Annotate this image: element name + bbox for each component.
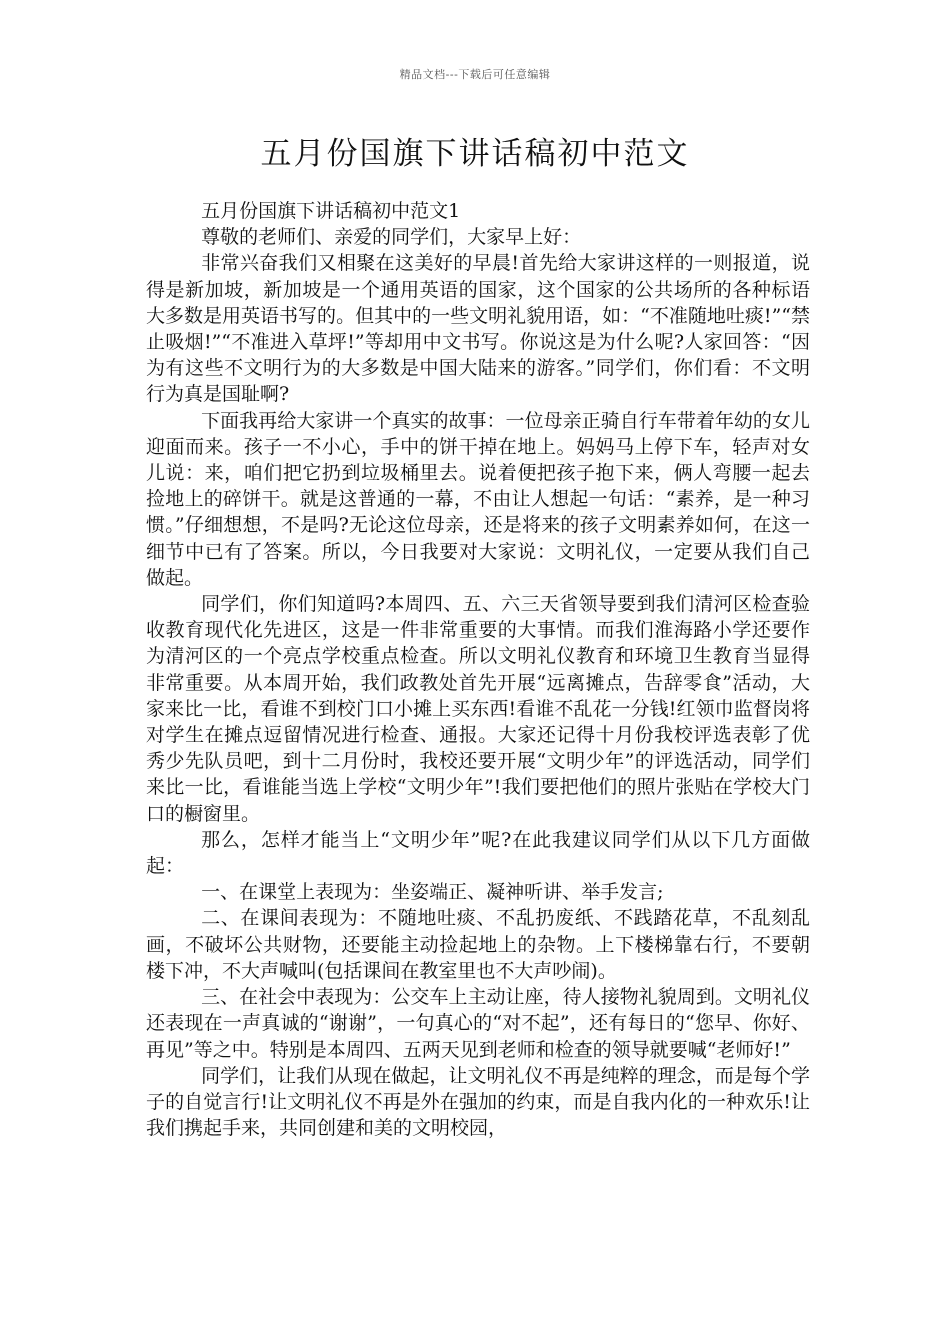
paragraph: 同学们，你们知道吗?本周四、五、六三天省领导要到我们清河区检查验收教育现代化先进区，这是一件非常重要的大事情。而我们淮海路小学还要作为清河区的一个亮点学校重点检查。所以文明礼仪教育和环境卫生教育当显得非常重要。从本周开始，我们政教处首先开展“远离摊点，告辞零食”活动，大家来比一比，看谁不到校门口小摊上买东西!看谁不乱花一分钱!红领巾监督岗将对学生在摊点逗留情况进行检查、通报。大家还记得十月份我校评选表彰了优秀少先队员吧，到十二月份时，我校还要开展“文明少年”的评选活动，同学们来比一比，看谁能当选上学校“文明少年”!我们要把他们的照片张贴在学校大门口的橱窗里。 <box>146 593 810 825</box>
paragraph-subtitle: 五月份国旗下讲话稿初中范文1 <box>201 200 461 222</box>
paragraph-greeting: 尊敬的老师们、亲爱的同学们，大家早上好： <box>201 226 582 249</box>
list-item: 二、在课间表现为：不随地吐痰、不乱扔废纸、不践踏花草，不乱刻乱画，不破坏公共财物，还要能主动捡起地上的杂物。上下楼梯靠右行，不要朝楼下冲，不大声喊叫(包括课间在教室里也不大声吵闹)。 <box>146 907 810 982</box>
paragraph: 那么，怎样才能当上“文明少年”呢?在此我建议同学们从以下几方面做起： <box>146 828 810 878</box>
document-title: 五月份国旗下讲话稿初中范文 <box>260 136 690 172</box>
document-body <box>146 198 810 1141</box>
list-item: 三、在社会中表现为：公交车上主动让座，待人接物礼貌周到。文明礼仪还表现在一声真诚的“谢谢”，一句真心的“对不起”，还有每日的“您早、你好、再见”等之中。特别是本周四、五两天见到老师和检查的领导就要喊“老师好!” <box>146 986 810 1061</box>
list-item: 一、在课堂上表现为：坐姿端正、凝神听讲、举手发言; <box>201 881 664 904</box>
paragraph: 下面我再给大家讲一个真实的故事：一位母亲正骑自行车带着年幼的女儿迎面而来。孩子一不小心，手中的饼干掉在地上。妈妈马上停下车，轻声对女儿说：来，咱们把它扔到垃圾桶里去。说着便把孩子抱下来，俩人弯腰一起去捡地上的碎饼干。就是这普通的一幕，不由让人想起一句话：“素养，是一种习惯。”仔细想想，不是吗?无论这位母亲，还是将来的孩子文明素养如何，在这一细节中已有了答案。所以，今日我要对大家说：文明礼仪，一定要从我们自己做起。 <box>146 409 810 589</box>
paragraph: 同学们，让我们从现在做起，让文明礼仪不再是纯粹的理念，而是每个学子的自觉言行!让文明礼仪不再是外在强加的约束，而是自我内化的一种欢乐!让我们携起手来，共同创建和美的文明校园， <box>146 1064 810 1140</box>
paragraph: 非常兴奋我们又相聚在这美好的早晨!首先给大家讲这样的一则报道，说得是新加坡，新加坡是一个通用英语的国家，这个国家的公共场所的各种标语大多数是用英语书写的。但其中的一些文明礼貌用语，如：“不准随地吐痰!”“禁止吸烟!”“不准进入草坪!”等却用中文书写。你说这是为什么呢?人家回答：“因为有这些不文明行为的大多数是中国大陆来的游客。”同学们，你们看：不文明行为真是国耻啊? <box>146 252 810 406</box>
header-note: 精品文档---下载后可任意编辑 <box>399 68 551 81</box>
